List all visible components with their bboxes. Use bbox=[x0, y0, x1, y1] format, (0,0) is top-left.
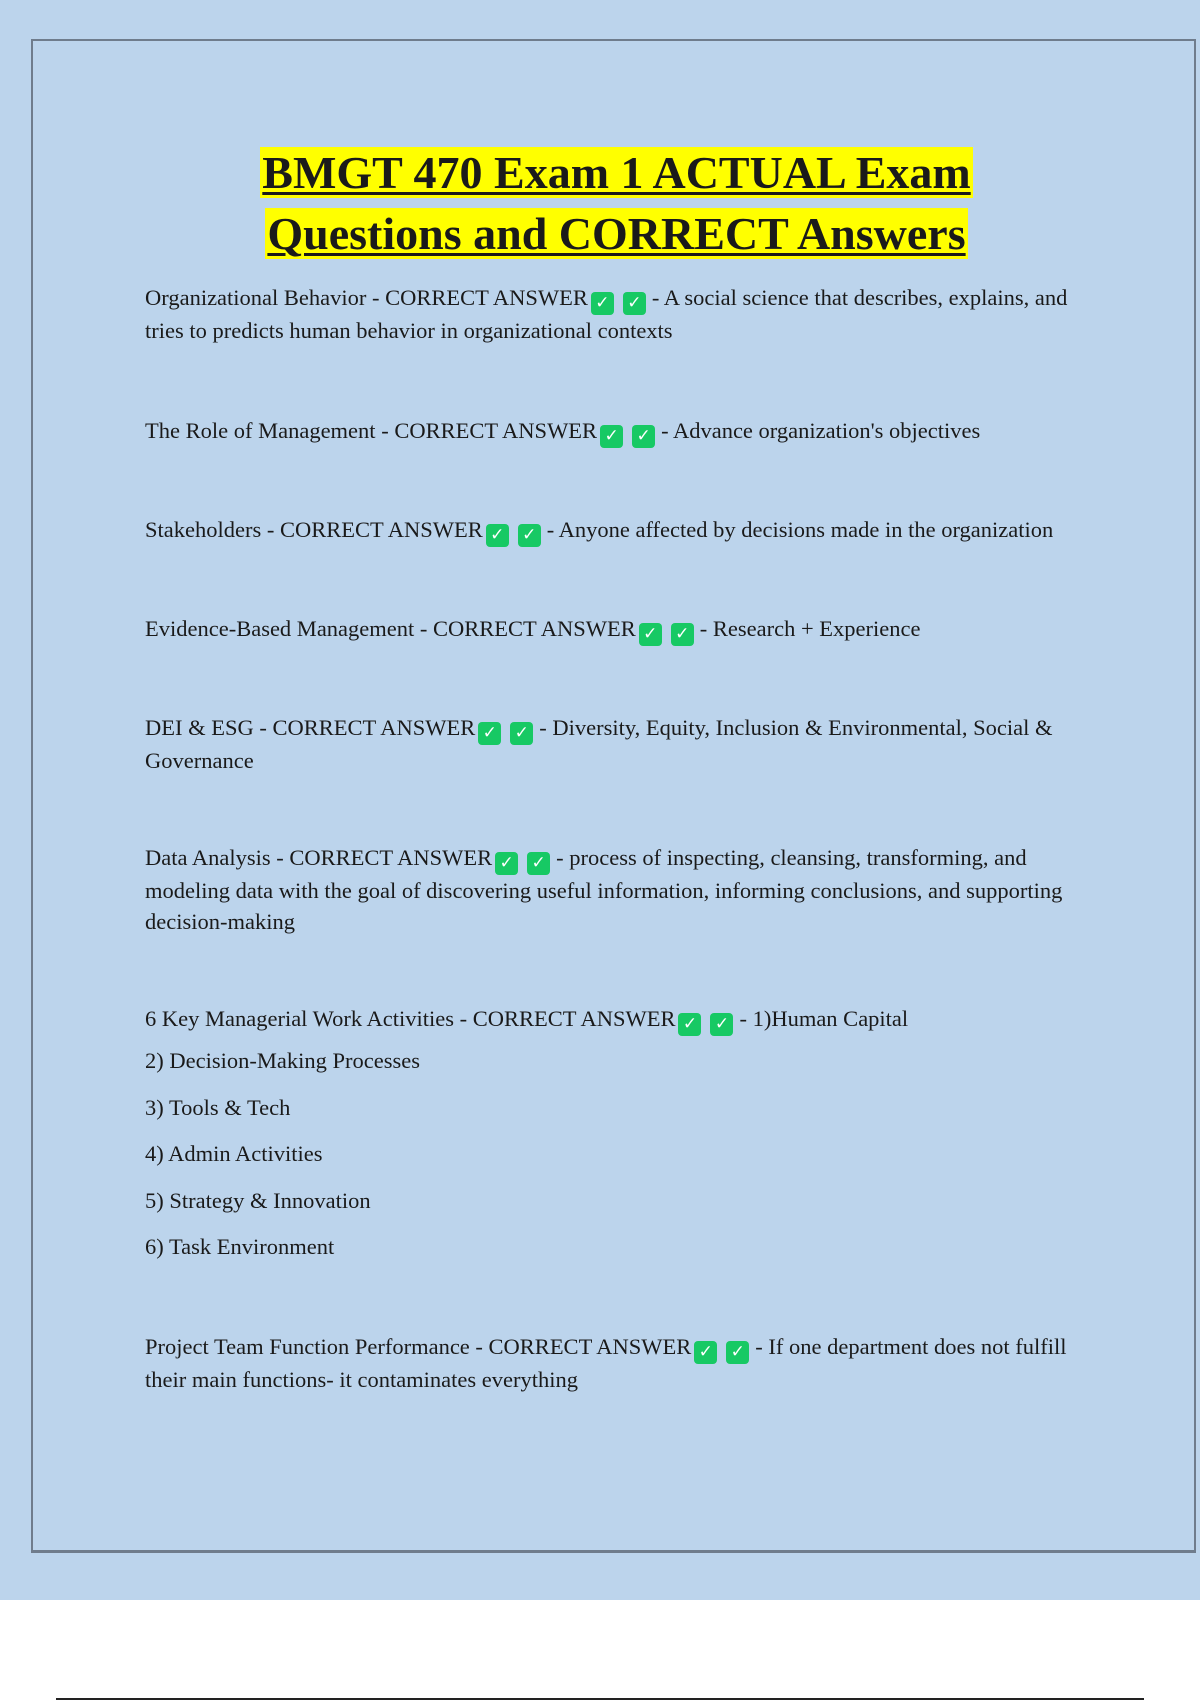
qa-entry: Evidence-Based Management - CORRECT ANSWER ✓ ✓ - Research + Experience bbox=[145, 616, 921, 644]
check-box-icon: ✓ bbox=[632, 425, 655, 448]
qa-entry: DEI & ESG - CORRECT ANSWER ✓ ✓ - Diversity, Equity, Inclusion & Environmental, Social & Governance bbox=[145, 715, 1053, 773]
check-box-icon: ✓ bbox=[600, 425, 623, 448]
entry-term: Data Analysis bbox=[145, 845, 271, 870]
entry-definition: process of inspecting, cleansing, transforming, and modeling data with the goal of discovering useful information, informing conclusions, and supporting decision-making bbox=[145, 845, 1063, 934]
check-box-icon: ✓ bbox=[694, 1341, 717, 1364]
entry-term: Stakeholders bbox=[145, 517, 262, 542]
check-box-icon: ✓ bbox=[478, 722, 501, 745]
entry-term: DEI & ESG bbox=[145, 715, 254, 740]
entry-term: 6 Key Managerial Work Activities bbox=[145, 1006, 454, 1031]
title-line-2: Questions and CORRECT Answers bbox=[267, 208, 966, 259]
list-item: 6) Task Environment bbox=[145, 1234, 335, 1259]
entry-definition: If one department does not fulfill their main functions- it contaminates everything bbox=[145, 1333, 1067, 1392]
entry-definition: Advance organization's objectives bbox=[672, 418, 981, 443]
list-item: 4) Admin Activities bbox=[145, 1141, 323, 1166]
answer-marker: CORRECT ANSWER bbox=[279, 517, 483, 542]
entry-definition: 1)Human Capital bbox=[752, 1006, 909, 1031]
check-box-icon: ✓ bbox=[591, 292, 614, 315]
answer-marker: CORRECT ANSWER bbox=[394, 418, 598, 443]
entry-definition: A social science that describes, explains, and tries to predicts human behavior in organizational contexts bbox=[145, 285, 1068, 343]
qa-entry: Data Analysis - CORRECT ANSWER ✓ ✓ - process of inspecting, cleansing, transforming, and modeling data with the goal of discovering useful information, informing conclusions, and supporting decision-making bbox=[145, 845, 1063, 934]
entry-term: Project Team Function Performance bbox=[145, 1333, 470, 1359]
qa-content bbox=[145, 282, 1085, 1395]
answer-marker: CORRECT ANSWER bbox=[272, 715, 476, 740]
entry-term: Evidence-Based Management bbox=[145, 616, 415, 641]
entry-definition: Research + Experience bbox=[712, 616, 921, 641]
entry-term: The Role of Management bbox=[145, 418, 376, 443]
check-box-icon: ✓ bbox=[710, 1013, 733, 1036]
list-item: 5) Strategy & Innovation bbox=[145, 1187, 371, 1213]
check-box-icon: ✓ bbox=[623, 292, 646, 315]
check-box-icon: ✓ bbox=[518, 524, 541, 547]
activities-list bbox=[145, 1038, 1085, 1271]
list-item: 2) Decision-Making Processes bbox=[145, 1048, 420, 1073]
answer-marker: CORRECT ANSWER bbox=[289, 845, 493, 870]
answer-marker: CORRECT ANSWER bbox=[472, 1006, 676, 1031]
check-box-icon: ✓ bbox=[527, 852, 550, 875]
answer-marker: CORRECT ANSWER bbox=[488, 1333, 692, 1359]
qa-entry: 6 Key Managerial Work Activities - CORRECT ANSWER ✓ ✓ - 1)Human Capital bbox=[145, 1006, 909, 1034]
entry-term: Organizational Behavior bbox=[145, 285, 367, 310]
document-title bbox=[0, 142, 1200, 264]
list-item: 3) Tools & Tech bbox=[145, 1094, 291, 1120]
title-line-1: BMGT 470 Exam 1 ACTUAL Exam bbox=[262, 147, 971, 198]
qa-entry: Stakeholders - CORRECT ANSWER ✓ ✓ - Anyone affected by decisions made in the organization bbox=[145, 517, 1054, 545]
check-box-icon: ✓ bbox=[671, 623, 694, 646]
qa-entry: Project Team Function Performance - CORRECT ANSWER ✓ ✓ - If one department does not fulfill their main functions- it contaminates everything bbox=[145, 1333, 1067, 1392]
check-box-icon: ✓ bbox=[678, 1013, 701, 1036]
qa-entry: The Role of Management - CORRECT ANSWER ✓ ✓ - Advance organization's objectives bbox=[145, 418, 981, 446]
entry-definition: Anyone affected by decisions made in the organization bbox=[558, 517, 1054, 542]
answer-marker: CORRECT ANSWER bbox=[385, 285, 588, 310]
check-box-icon: ✓ bbox=[510, 722, 533, 745]
check-box-icon: ✓ bbox=[495, 852, 518, 875]
qa-entry: Organizational Behavior - CORRECT ANSWER ✓ ✓ - A social science that describes, explains, and tries to predicts human behavior in organizational contexts bbox=[145, 285, 1068, 343]
entry-definition: Diversity, Equity, Inclusion & Environmental, Social & Governance bbox=[145, 715, 1053, 773]
answer-marker: CORRECT ANSWER bbox=[433, 616, 636, 641]
check-box-icon: ✓ bbox=[726, 1341, 749, 1364]
check-box-icon: ✓ bbox=[486, 524, 509, 547]
check-box-icon: ✓ bbox=[639, 623, 662, 646]
